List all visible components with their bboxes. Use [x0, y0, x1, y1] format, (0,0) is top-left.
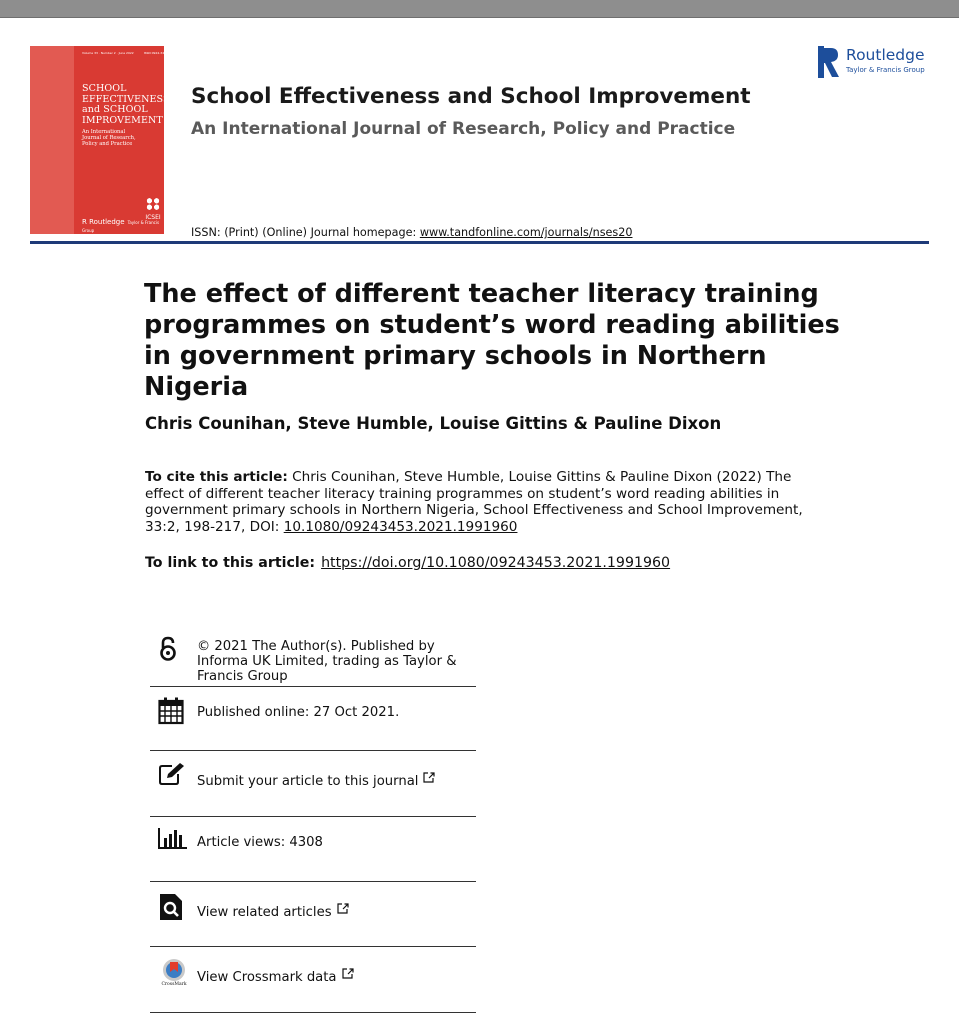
routledge-r-icon	[818, 46, 840, 78]
article-title: The effect of different teacher literacy training programmes on student’s word reading abilities in government primary schools in Northern Nigeria	[144, 279, 840, 402]
icsei-badge: ICSEI	[143, 196, 163, 226]
edit-icon	[158, 762, 186, 786]
article-link-line: To link to this article: https://doi.org/10.1080/09243453.2021.1991960	[145, 555, 671, 571]
separator	[150, 946, 476, 947]
crossmark-icon: CrossMark	[158, 958, 190, 987]
journal-cover-image	[30, 46, 170, 234]
bar-chart-icon	[158, 827, 188, 849]
external-link-icon	[423, 772, 435, 783]
calendar-icon	[158, 697, 184, 725]
cover-meta: Volume 33 · Number 2 · June 2022 ISSN 0924-3453	[82, 51, 168, 55]
issn-line: ISSN: (Print) (Online) Journal homepage: www.tandfonline.com/journals/nses20	[191, 226, 633, 239]
separator	[150, 881, 476, 882]
citation-block: To cite this article: Chris Counihan, Steve Humble, Louise Gittins & Pauline Dixon (2022) The effect of different teacher literacy training programmes on student’s word reading abilities in government primary schools in Northern Nigeria, School Effectiveness and School Improvement, 33:2, 198-217, DOI: 10.1080/09243453.2021.1991960	[145, 469, 803, 535]
open-access-icon	[158, 636, 178, 662]
external-link-icon	[342, 968, 354, 979]
cover-title: SCHOOL EFFECTIVENESS and SCHOOL IMPROVEMENT	[82, 83, 170, 126]
article-authors: Chris Counihan, Steve Humble, Louise Gittins & Pauline Dixon	[145, 414, 722, 433]
separator	[150, 686, 476, 687]
routledge-logo: Routledge Taylor & Francis Group	[818, 46, 930, 80]
doi-link[interactable]: 10.1080/09243453.2021.1991960	[283, 518, 518, 535]
search-document-icon	[158, 893, 184, 921]
cover-stripe	[30, 46, 74, 234]
external-link-icon	[337, 903, 349, 914]
journal-subtitle: An International Journal of Research, Policy and Practice	[191, 119, 736, 139]
header-rule	[30, 241, 929, 244]
journal-title: School Effectiveness and School Improvement	[191, 84, 751, 109]
submit-article-link[interactable]: Submit your article to this journal	[197, 774, 419, 789]
icsei-emblem-icon	[144, 196, 162, 212]
journal-homepage-link[interactable]: www.tandfonline.com/journals/nses20	[419, 226, 633, 239]
viewer-toolbar	[0, 0, 959, 18]
separator	[150, 1012, 476, 1013]
cover-publisher-logo: R Routledge Taylor & Francis Group	[82, 218, 160, 233]
crossmark-link[interactable]: View Crossmark data	[197, 970, 337, 985]
separator	[150, 750, 476, 751]
related-articles-link[interactable]: View related articles	[197, 905, 332, 920]
separator	[150, 816, 476, 817]
cover-subtitle: An International Journal of Research, Policy and Practice	[82, 129, 136, 147]
article-url-link[interactable]: https://doi.org/10.1080/09243453.2021.1991960	[321, 555, 671, 571]
